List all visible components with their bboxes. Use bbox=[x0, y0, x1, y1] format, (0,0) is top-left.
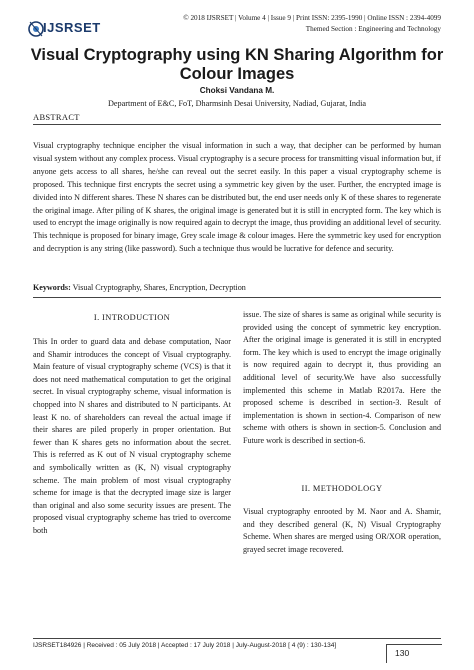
methodology-text: Visual cryptography enrooted by M. Naor and A. Shamir, and they described general (K, N) Visual Cryptography Scheme. When shares are merged using OR/XOR operation, grayed secret image recovered. bbox=[243, 507, 441, 554]
abstract-text: Visual cryptography technique encipher the visual information in such a way, that decipher can be performed by human visual system without any complex process. Visual cryptography is a secure process for transmitting visual information but, if anyone gets access to all shares, he/she can reveal out the secret easily. In this paper a visual cryptography scheme is proposed. This technique first encrypts the secret using a symmetric key given by the user. Further, the encrypted image is divided into N different shares. These N shares can be distributed but, the end user needs only K of these shares to regenerate the original image. After piling of K shares, the original image is generated but it is still in encrypted form. The key which is used to encrypt the image originally is now required again to decrypt the image, thus providing an additional level of security. This technique is proposed for binary image, Grey scale image & colour images. Here the symmetric key used for encryption and decryption is any string (like password). Such a technique thus would be lucrative for defence and security. bbox=[33, 141, 441, 254]
keywords-list: Visual Cryptography, Shares, Encryption, Decryption bbox=[70, 283, 246, 292]
author-affiliation: Department of E&C, FoT, Dharmsinh Desai University, Nadiad, Gujarat, India bbox=[107, 99, 367, 108]
abstract-rule-top bbox=[33, 124, 441, 125]
author-name: Choksi Vandana M. bbox=[199, 86, 275, 95]
journal-meta-line: © 2018 IJSRSET | Volume 4 | Issue 9 | Print ISSN: 2395-1990 | Online ISSN : 2394-4099 bbox=[183, 14, 441, 22]
journal-logo bbox=[27, 16, 101, 44]
abstract-heading: ABSTRACT bbox=[33, 112, 80, 122]
logo-text: IJSRSET bbox=[43, 20, 101, 35]
page-number: 130 bbox=[395, 648, 410, 658]
section-heading-methodology: II. METHODOLOGY bbox=[301, 484, 383, 493]
section-heading-introduction: I. INTRODUCTION bbox=[93, 313, 171, 322]
introduction-text: This In order to guard data and debase computation, Naor and Shamir introduces the concept of Visual cryptography. Main feature of visual cryptography scheme (VCS) is that it does not need mathematical computation to get the original secret. In visual cryptography scheme, visual information is chopped into N shares and distributed to N participants. At least K no. of shareholders can reveal the actual image if their shares are piled properly in proper orientation. But fewer than K shares gets no information about the secret. This is referred as K out of N visual cryptography scheme and symbolically written as (K, N) visual cryptography scheme. The main problem of most visual cryptography scheme for image is that the decrypted image size is larger than original and also some security issues are present. The proposed visual cryptography scheme has tried to overcome both bbox=[33, 337, 231, 535]
keywords-label: Keywords: bbox=[33, 283, 71, 292]
journal-meta bbox=[111, 13, 441, 35]
introduction-continued-text: issue. The size of shares is same as original while security is provided using the concept of symmetric key encryption. After the original image is generated it is still in encrypted form. The key which is used to encrypt the image originally is now required again to decrypt it, thus providing an additional level of security.We have also successfully implemented this scheme in Matlab R2017a. Here the proposed scheme is described in section-3. Result of implementation is shown in section-4. Comparison of new scheme with others is shown in section-5. Conclusion and Future work is described in section-6. bbox=[243, 310, 441, 445]
footer-rule bbox=[33, 638, 441, 639]
keywords-line bbox=[33, 283, 441, 292]
footer-citation: IJSRSET184926 | Received : 05 July 2018 | Accepted : 17 July 2018 | July-August-2018 [ 4 (9) : 130-134] bbox=[33, 642, 337, 649]
paper-title: Visual Cryptography using KN Sharing Algorithm for Colour Images bbox=[30, 46, 444, 83]
themed-section: Themed Section : Engineering and Technology bbox=[305, 25, 441, 33]
abstract-rule-bottom bbox=[33, 297, 441, 298]
